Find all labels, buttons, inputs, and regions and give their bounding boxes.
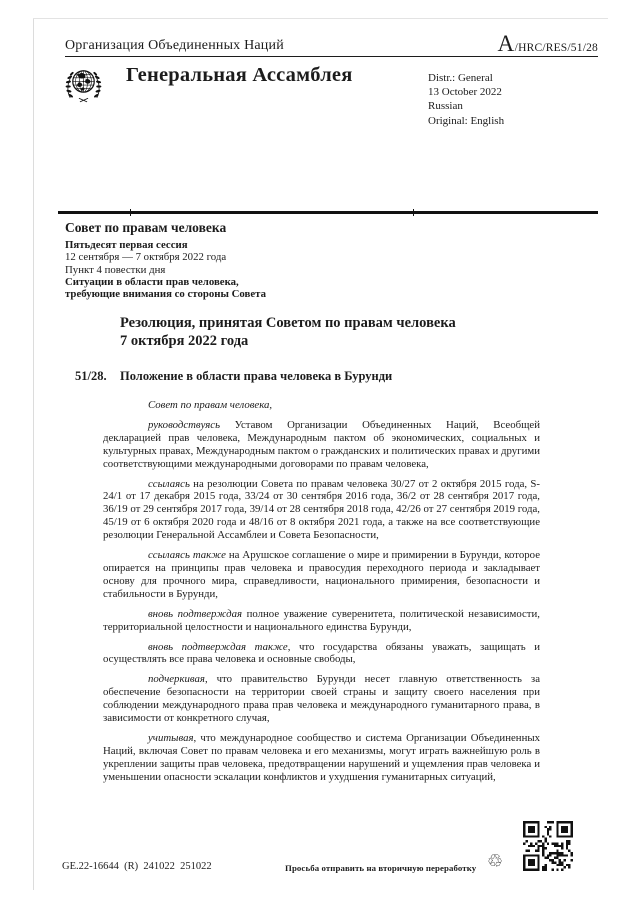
session-dates: 12 сентября — 7 октября 2022 года: [65, 251, 227, 264]
header-rule: [65, 56, 598, 57]
council-name: Совет по правам человека: [65, 220, 227, 235]
rule-tick: [413, 209, 414, 216]
page-title: Генеральная Ассамблея: [126, 64, 353, 86]
document-symbol: [498, 31, 598, 57]
masthead-rule: [58, 211, 598, 214]
document-symbol-series: A: [497, 31, 515, 56]
distribution-block: [428, 71, 504, 128]
recycle-icon: ♲: [487, 851, 504, 872]
document-body: [103, 399, 540, 791]
distr-line: Russian: [428, 100, 463, 113]
distr-line: Distr.: General: [428, 72, 493, 84]
resolution-title: [120, 315, 456, 351]
agenda-title-line1: Ситуации в области прав человека,: [65, 275, 239, 288]
resolution-title-line1: Резолюция, принятая Советом по правам человека: [120, 315, 456, 331]
resolution-heading-text: Положение в области права человека в Бурунди: [120, 369, 393, 383]
agenda-item: Пункт 4 повестки дня: [65, 263, 166, 276]
agenda-title-line2: требующие внимания со стороны Совета: [65, 288, 267, 301]
distr-line: Original: English: [428, 114, 505, 127]
preamble-paragraph: руководствуясь Уставом Организации Объединенных Наций, Всеобщей декларацией прав человека, Международным пактом об экономических, социальных и культурных правах, Международным пактом о гражданских и политических правах и другими соответствующими международными договорами по правам человека,: [103, 418, 540, 470]
qr-code: [522, 821, 574, 871]
preamble-paragraph: ссылаясь на резолюции Совета по правам человека 30/27 от 2 октября 2015 года, S-24/1 от 17 декабря 2015 года, 33/24 от 30 сентября 2016 года, 36/2 от 28 сентября 2017 года, 36/19 от 29 сентября 2017 года, 39/14 от 28 сентября 2018 года, 42/26 от 27 сентября 2019 года, 45/19 от 6 октября 2020 года и 48/16 от 8 октября 2021 года, а также на все соответствующие резолюции Генеральной Ассамблеи и Совета Безопасности,: [103, 477, 540, 542]
rule-tick: [130, 209, 131, 216]
document-id: GE.22-16644 (R) 241022 251022: [62, 861, 212, 872]
preamble-paragraph: подчеркивая, что правительство Бурунди несет главную ответственность за обеспечение безопасности на территории своей страны и защиту своего населения при соблюдении международного права прав человека и международного гуманитарного права, в зависимости от конкретного случая,: [103, 673, 540, 725]
preamble-paragraph: учитывая, что международное сообщество и система Организации Объединенных Наций, включая Совет по правам человека и его механизмы, могут играть важнейшую роль в укреплении защиты прав человека, предотвращении нарушений и ущемления прав человека и уменьшении опасности эскалации конфликтов и ухудшения гуманитарных ситуаций,: [103, 731, 540, 783]
preamble-paragraph: вновь подтверждая также, что государства обязаны уважать, защищать и осуществлять все права человека и основные свободы,: [103, 640, 540, 666]
distr-line: 13 October 2022: [428, 86, 502, 99]
scan-edge-left: [33, 18, 34, 890]
scan-edge-top: [33, 18, 608, 19]
preamble-paragraph: вновь подтверждая полное уважение суверенитета, политической независимости, территориальной целостности и национального единства Бурунди,: [103, 607, 540, 633]
resolution-heading: [75, 369, 392, 384]
resolution-number: 51/28.: [75, 369, 107, 383]
resolution-title-line2: 7 октября 2022 года: [120, 332, 249, 349]
session-name: Пятьдесят первая сессия: [65, 239, 188, 251]
preamble-paragraph: Совет по правам человека,: [148, 399, 273, 411]
preamble-paragraph: ссылаясь также на Арушское соглашение о мире и примирении в Бурунди, которое опирается на принципы прав человека и правосудия переходного периода и закладывает основу для прочного мира, справедливости, национального примирения, безопасности и стабильности в Бурунди,: [103, 549, 540, 600]
recycle-note: Просьба отправить на вторичную переработку: [285, 863, 477, 873]
document-symbol-number: /HRC/RES/51/28: [514, 42, 598, 54]
un-org-name: Организация Объединенных Наций: [65, 38, 284, 53]
un-emblem-icon: [59, 60, 108, 109]
session-block: [65, 220, 266, 300]
